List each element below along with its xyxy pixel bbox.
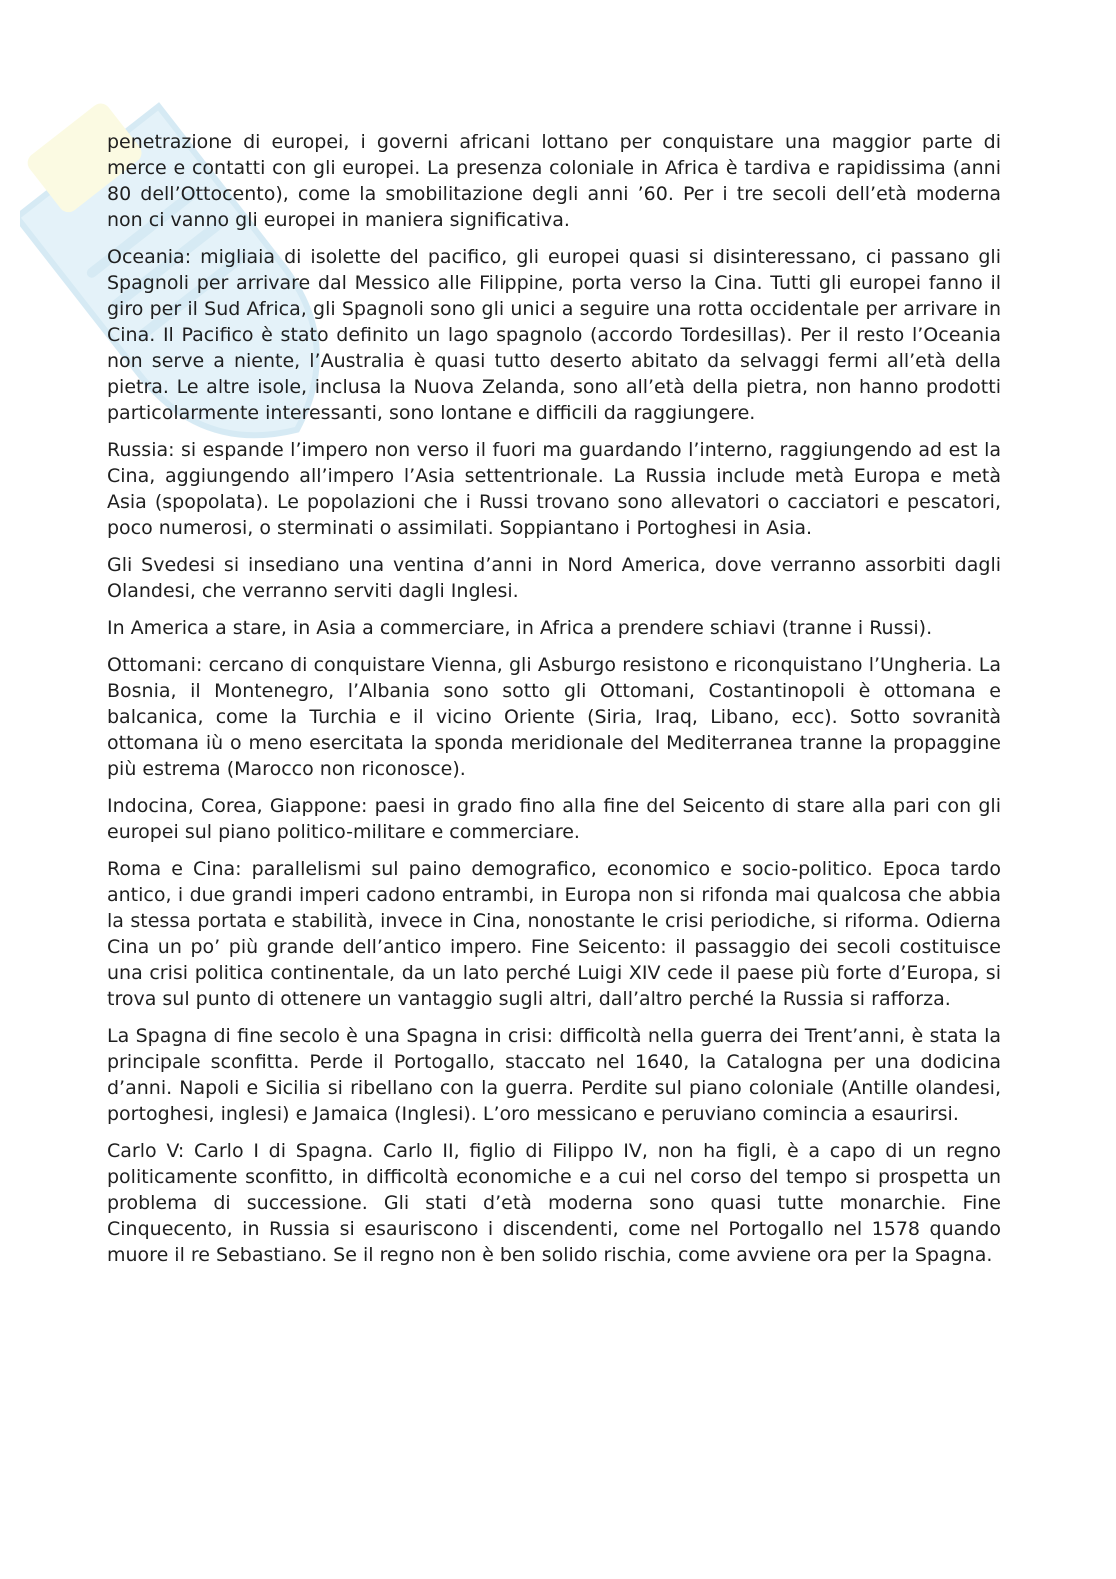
paragraph-roma-cina: Roma e Cina: parallelismi sul paino demografico, economico e socio-politico. Epoca tardo antico, i due grandi imperi cadono entrambi, in Europa non si rifonda mai qualcosa che abbia la stessa portata e stabilità, invece in Cina, nonostante le crisi periodiche, si riforma. Odierna Cina un po’ più grande dell’antico impero. Fine Seicento: il passaggio dei secoli costituisce una crisi politica continentale, da un lato perché Luigi XIV cede il paese più forte d’Europa, si trova sul punto di ottenere un vantaggio sugli altri, dall’altro perché la Russia si rafforza. — [107, 858, 1001, 1010]
paragraph-oceania: Oceania: migliaia di isolette del pacifico, gli europei quasi si disinteressano, ci passano gli Spagnoli per arrivare dal Messico alle Filippine, porta verso la Cina. Tutti gli europei fanno il giro per il Sud Africa, gli Spagnoli sono gli unici a seguire una rotta occidentale per arrivare in Cina. Il Pacifico è stato definito un lago spagnolo (accordo Tordesillas). Per il resto l’Oceania non serve a niente, l’Australia è quasi tutto deserto abitato da selvaggi fermi all’età della pietra. Le altre isole, inclusa la Nuova Zelanda, sono all’età della pietra, non hanno prodotti particolarmente interessanti, sono lontane e difficili da raggiungere. — [107, 246, 1001, 424]
paragraph-america-asia-africa: In America a stare, in Asia a commerciare, in Africa a prendere schiavi (tranne i Russi). — [107, 617, 933, 639]
paragraph-africa: penetrazione di europei, i governi africani lottano per conquistare una maggior parte di merce e contatti con gli europei. La presenza coloniale in Africa è tardiva e rapidissima (anni 80 dell’Ottocento), come la smobilitazione degli anni ’60. Per i tre secoli dell’età moderna non ci vanno gli europei in maniera significativa. — [107, 131, 1001, 231]
paragraph-indocina: Indocina, Corea, Giappone: paesi in grado fino alla fine del Seicento di stare alla pari con gli europei sul piano politico-militare e commerciare. — [107, 795, 1001, 843]
document-body — [107, 129, 1001, 1268]
paragraph-carlo-v: Carlo V: Carlo I di Spagna. Carlo II, figlio di Filippo IV, non ha figli, è a capo di un regno politicamente sconfitto, in difficoltà economiche e a cui nel corso del tempo si prospetta un problema di successione. Gli stati d’età moderna sono quasi tutte monarchie. Fine Cinquecento, in Russia si esauriscono i discendenti, come nel Portogallo nel 1578 quando muore il re Sebastiano. Se il regno non è ben solido rischia, come avviene ora per la Spagna. — [107, 1140, 1001, 1266]
paragraph-russia: Russia: si espande l’impero non verso il fuori ma guardando l’interno, raggiungendo ad est la Cina, aggiungendo all’impero l’Asia settentrionale. La Russia include metà Europa e metà Asia (spopolata). Le popolazioni che i Russi trovano sono allevatori o cacciatori e pescatori, poco numerosi, o sterminati o assimilati. Soppiantano i Portoghesi in Asia. — [107, 439, 1001, 539]
paragraph-svedesi: Gli Svedesi si insediano una ventina d’anni in Nord America, dove verranno assorbiti dagli Olandesi, che verranno serviti dagli Inglesi. — [107, 554, 1001, 602]
paragraph-ottomani: Ottomani: cercano di conquistare Vienna, gli Asburgo resistono e riconquistano l’Ungheria. La Bosnia, il Montenegro, l’Albania sono sotto gli Ottomani, Costantinopoli è ottomana e balcanica, come la Turchia e il vicino Oriente (Siria, Iraq, Libano, ecc). Sotto sovranità ottomana iù o meno esercitata la sponda meridionale del Mediterranea tranne la propaggine più estrema (Marocco non riconosce). — [107, 654, 1001, 780]
paragraph-spagna: La Spagna di fine secolo è una Spagna in crisi: difficoltà nella guerra dei Trent’anni, è stata la principale sconfitta. Perde il Portogallo, staccato nel 1640, la Catalogna per una dodicina d’anni. Napoli e Sicilia si ribellano con la guerra. Perdite sul piano coloniale (Antille olandesi, portoghesi, inglesi) e Jamaica (Inglesi). L’oro messicano e peruviano comincia a esaurirsi. — [107, 1025, 1001, 1125]
